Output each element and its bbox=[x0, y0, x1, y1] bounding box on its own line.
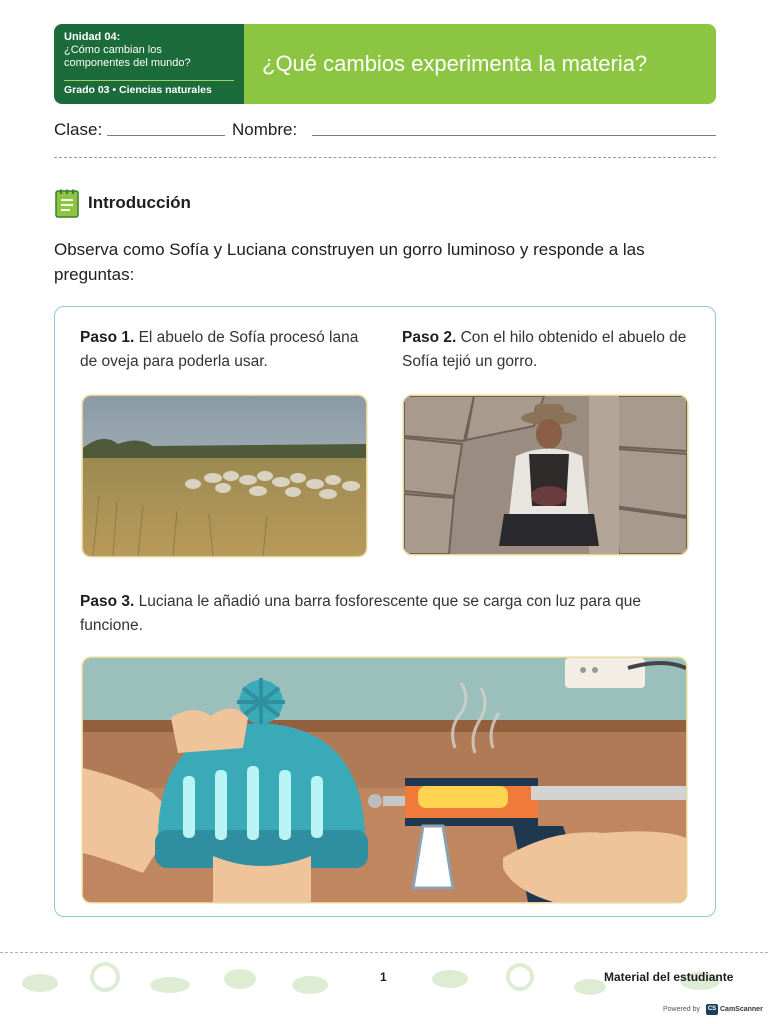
step-3-label: Paso 3. bbox=[80, 593, 135, 610]
clase-label: Clase: bbox=[54, 120, 103, 139]
step-1-description: El abuelo de Sofía procesó lana de oveja para poderla usar. bbox=[80, 329, 359, 370]
elder-knitting-photo bbox=[404, 396, 687, 554]
step-2-label: Paso 2. bbox=[402, 329, 457, 346]
page-number: 1 bbox=[380, 970, 387, 984]
unit-panel bbox=[54, 24, 244, 104]
step-2-description: Con el hilo obtenido el abuelo de Sofía tejió un gorro. bbox=[402, 329, 687, 370]
unit-subtitle-line-2: componentes del mundo? bbox=[64, 57, 191, 69]
unit-title: Unidad 04: bbox=[64, 31, 121, 43]
dashed-divider bbox=[54, 157, 716, 158]
step-3-text bbox=[80, 590, 690, 638]
clase-field[interactable] bbox=[107, 135, 225, 136]
camscanner-icon: CS bbox=[706, 1004, 718, 1015]
unit-divider bbox=[64, 80, 234, 81]
footer-label: Material del estudiante bbox=[604, 970, 734, 984]
step-1-label: Paso 1. bbox=[80, 329, 135, 346]
grade-label: Grado 03 • Ciencias naturales bbox=[64, 84, 212, 96]
camscanner-label: CamScanner bbox=[720, 1006, 763, 1013]
nombre-label: Nombre: bbox=[232, 120, 298, 139]
footer-divider bbox=[0, 952, 768, 953]
intro-title: Introducción bbox=[88, 193, 191, 212]
step-1-text bbox=[80, 326, 370, 374]
page-title: ¿Qué cambios experimenta la materia? bbox=[244, 24, 716, 104]
powered-by-label: Powered by bbox=[663, 1006, 700, 1013]
intro-text: Observa como Sofía y Luciana construyen un gorro luminoso y responde a las preguntas: bbox=[54, 240, 645, 284]
glowing-hat-illustration bbox=[83, 658, 686, 902]
header-banner bbox=[54, 24, 716, 104]
unit-subtitle-line-1: ¿Cómo cambian los bbox=[64, 44, 162, 56]
nombre-field[interactable] bbox=[312, 135, 716, 136]
notepad-icon bbox=[54, 188, 80, 218]
sheep-field-photo bbox=[83, 396, 366, 556]
step-3-description: Luciana le añadió una barra fosforescente que se carga con luz para que funcione. bbox=[80, 593, 641, 634]
step-2-text bbox=[402, 326, 692, 374]
